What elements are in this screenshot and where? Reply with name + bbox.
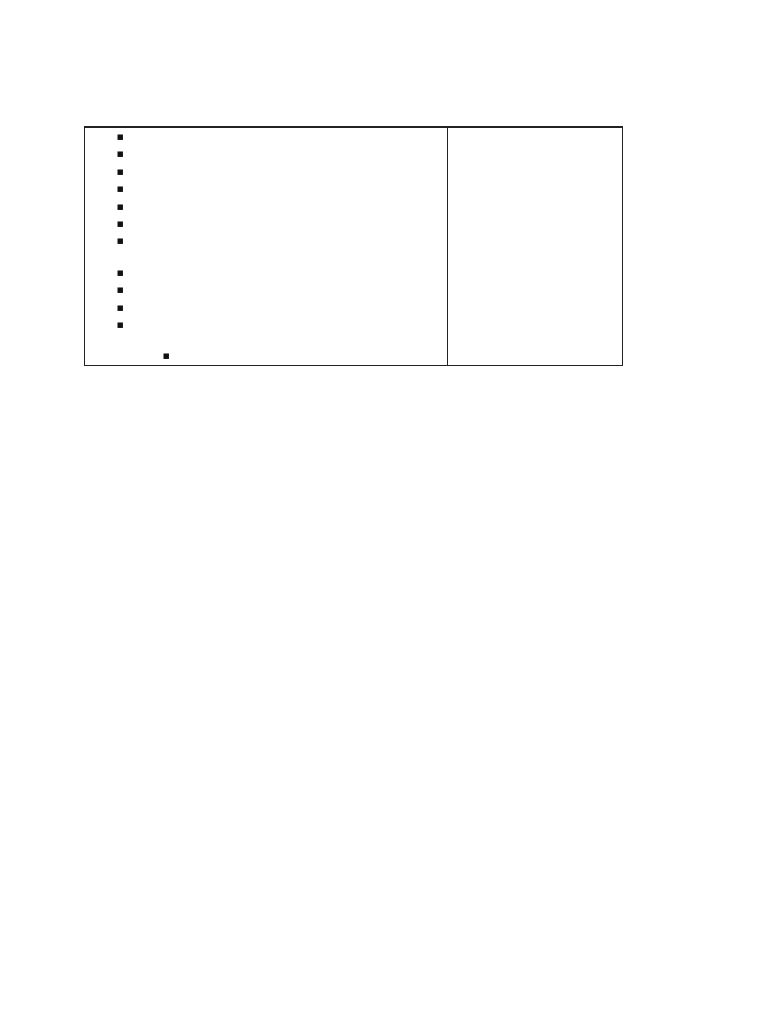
bullet-icon <box>85 264 136 281</box>
part-item <box>85 198 447 215</box>
bullet-icon <box>85 232 136 249</box>
bullet-icon <box>85 163 136 180</box>
bullet-icon <box>85 316 136 333</box>
bullet-icon <box>85 128 136 145</box>
section-body-flow <box>85 128 623 366</box>
instrument-group <box>85 347 447 364</box>
bullet-icon <box>85 198 136 215</box>
part-item <box>85 180 447 197</box>
spare-parts-table <box>84 126 623 366</box>
part-item <box>85 128 447 145</box>
part-item <box>85 145 447 162</box>
item-list <box>85 128 448 366</box>
part-item <box>85 316 447 333</box>
part-item <box>85 264 447 281</box>
bullet-icon <box>85 281 136 298</box>
instrument-group <box>85 264 447 334</box>
bullet-icon <box>85 347 182 364</box>
part-item <box>85 281 447 298</box>
bullet-icon <box>85 215 136 232</box>
bullet-icon <box>85 180 136 197</box>
part-item <box>85 299 447 316</box>
part-item <box>85 232 447 249</box>
qty-column <box>448 128 623 366</box>
bullet-icon <box>85 299 136 316</box>
sub-part-item <box>85 347 447 364</box>
instrument-group <box>85 128 447 250</box>
part-item <box>85 215 447 232</box>
part-item <box>85 163 447 180</box>
bullet-icon <box>85 145 136 162</box>
